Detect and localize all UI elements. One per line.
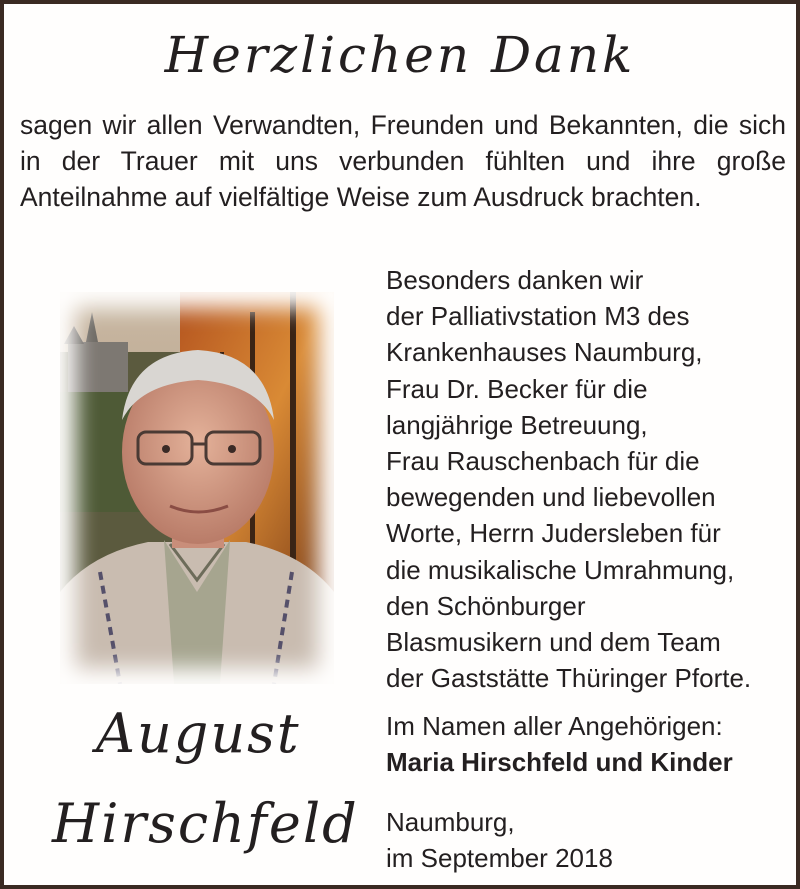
on-behalf-line: Im Namen aller Angehörigen: <box>386 711 723 741</box>
thanks-line: Krankenhauses Naumburg, <box>386 337 703 368</box>
portrait-image <box>60 292 334 684</box>
thanks-line: Frau Rauschenbach für die <box>386 446 700 477</box>
intro-text: sagen wir allen Verwandten, Freunden und Bekannten, die sich in der Trauer mit uns verbunden fühlten und ihre große Anteilnahme auf vielfältige Weise zum Ausdruck brachten. <box>20 110 786 212</box>
thanks-line: Blasmusikern und dem Team <box>386 627 721 658</box>
deceased-first-name: August <box>96 702 301 765</box>
place: Naumburg, <box>386 807 515 837</box>
thanks-line: bewegenden und liebevollen <box>386 482 716 513</box>
date: im September 2018 <box>386 843 613 873</box>
family-signature: Maria Hirschfeld und Kinder <box>386 747 733 777</box>
thanks-line: Frau Dr. Becker für die <box>386 373 648 404</box>
closing-block <box>386 708 791 780</box>
portrait-photo <box>60 292 334 684</box>
thanks-line: Besonders danken wir <box>386 265 644 295</box>
thanks-line: den Schönburger <box>386 590 586 621</box>
thanks-text <box>386 262 791 696</box>
thanks-line: langjährige Betreuung, <box>386 409 648 440</box>
thanks-line: der Palliativstation M3 des <box>386 301 690 332</box>
deceased-last-name: Hirschfeld <box>52 792 359 855</box>
headline: Herzlichen Dank <box>164 26 636 84</box>
thanks-line: Worte, Herrn Judersleben für <box>386 518 721 549</box>
place-date <box>386 804 791 876</box>
thanks-line: der Gaststätte Thüringer Pforte. <box>386 663 752 694</box>
thanks-line: die musikalische Umrahmung, <box>386 554 735 585</box>
